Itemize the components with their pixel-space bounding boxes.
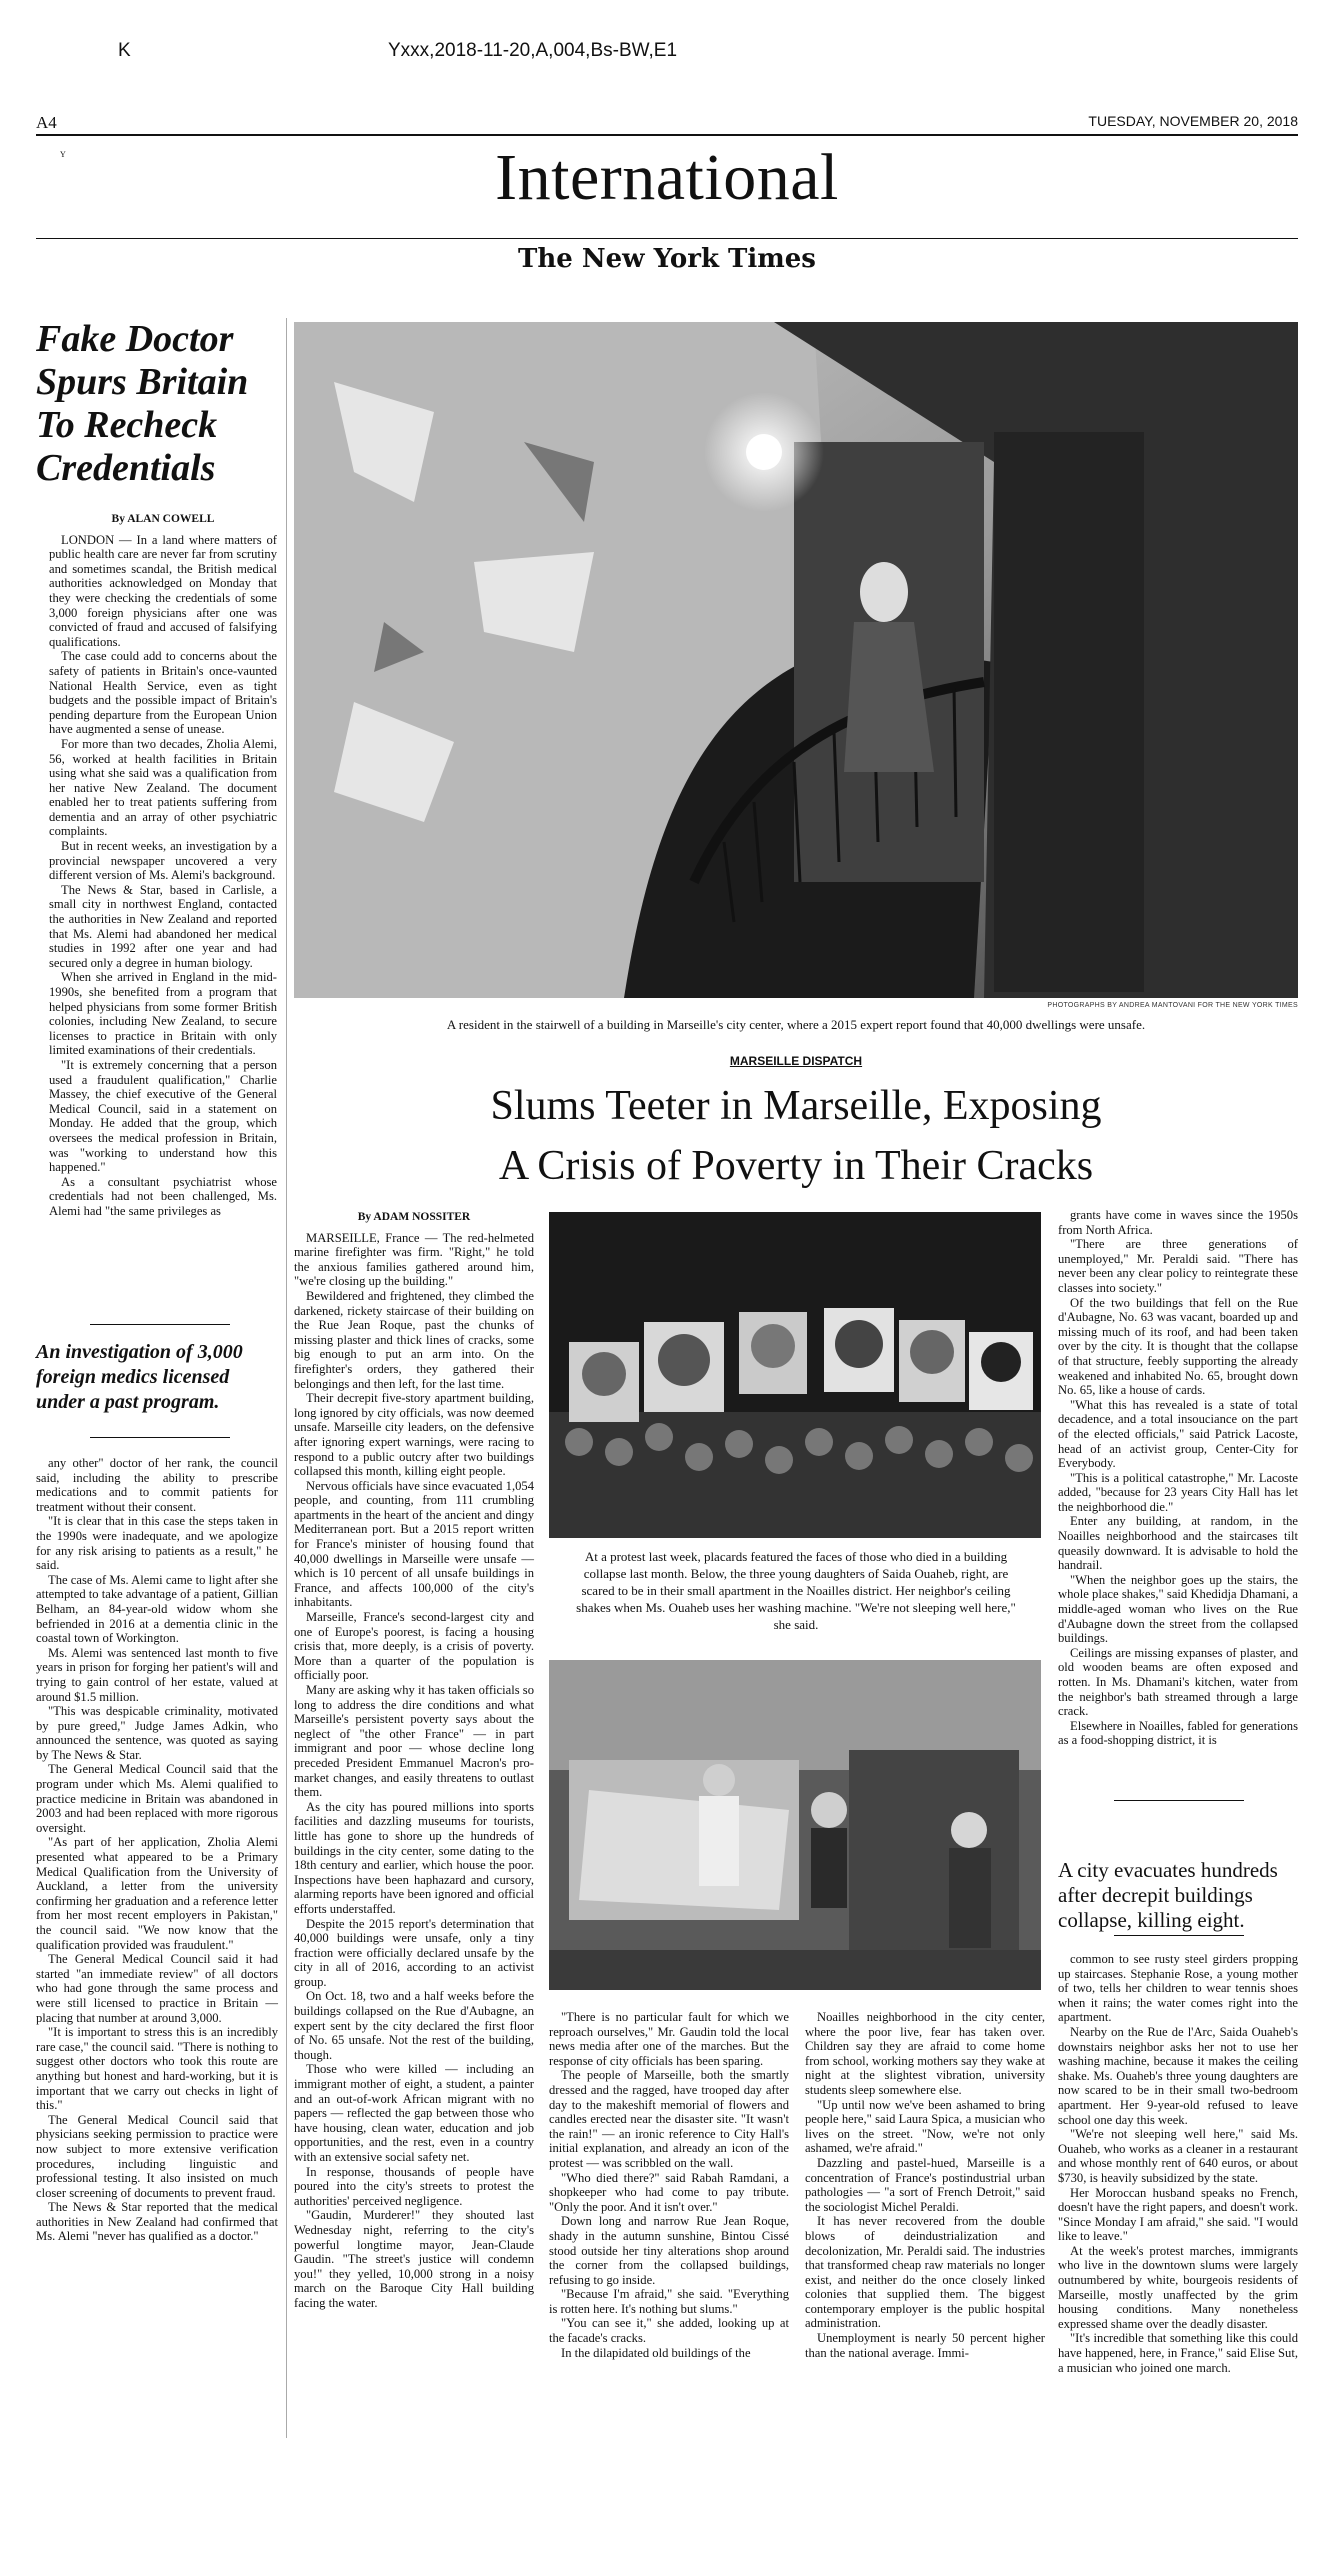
paragraph: "There is no particular fault for which we reproach ourselves," Mr. Gaudin told the local news media after one of the marches. But the response of city officials has been sparing. <box>549 2010 789 2068</box>
photo-credit: PHOTOGRAPHS BY ANDREA MANTOVANI FOR THE NEW YORK TIMES <box>1047 1002 1298 1009</box>
paragraph: For more than two decades, Zholia Alemi, 56, worked at health facilities in Britain using what she said was a qualification from her native New Zealand. The document enabled her to treat patients suffering from dementia and an array of other psychiatric complaints. <box>49 736 277 839</box>
paragraph: "There are three generations of unemployed," Mr. Peraldi said. "There has never been any clear policy to reintegrate these classes into society." <box>1058 1237 1298 1295</box>
top-rule <box>36 134 1298 136</box>
pullquote2-rule-top <box>1114 1800 1244 1801</box>
paragraph: As the city has poured millions into sports facilities and dazzling museums for tourists, little has gone to shore up the hundreds of buildings in the city center, some dating to the 18th century and earlier, which house the poor. Inspections have been haphazard and cursory, alarming reports have been ignored and official efforts understaffed. <box>294 1799 534 1916</box>
paragraph: "Gaudin, Murderer!" they shouted last Wednesday night, referring to the city's powerful longtime mayor, Jean-Claude Gaudin. "The street's justice will condemn you!" they yelled, 10,000 strong in a noisy march on the Baroque City Hall building facing the water. <box>294 2208 534 2310</box>
protest-photo <box>549 1212 1041 1538</box>
paragraph: The News & Star, based in Carlisle, a small city in northwest England, contacted the authorities in New Zealand and reported that Ms. Alemi had abandoned her medical studies in 1992 after one year and had secured only a degree in human biology. <box>49 882 277 970</box>
left-byline: By ALAN COWELL <box>111 513 215 525</box>
paragraph: Despite the 2015 report's determination that 40,000 buildings were unsafe, only a tiny fraction were officially declared unsafe by the city in all of 2016, according to an activist group. <box>294 1916 534 1989</box>
paragraph: Dazzling and pastel-hued, Marseille is a concentration of France's postindustrial urban pathologies — "a sort of French Detroit," said the sociologist Michel Peraldi. <box>805 2155 1045 2214</box>
nyt-logo: The New York Times <box>518 244 816 274</box>
slug-center: Yxxx,2018-11-20,A,004,Bs-BW,E1 <box>388 40 678 61</box>
paragraph: "It is important to stress this is an incredibly rare case," the council said. "There is nothing to suggest other doctors who took this route are anything but honest and hard-working, but it is important that we carry out checks in light of this." <box>36 2025 278 2113</box>
protest-caption: At a protest last week, placards featured the faces of those who died in a building collapse last month. Below, the three young daughters of Saida Ouaheb, right, are scared to be in their small apartment in the Noailles district. Her neighbor's ceiling shakes when Ms. Ouaheb uses her washing machine. "We're not sleeping well here," she said. <box>576 1549 1016 1632</box>
paragraph: As a consultant psychiatrist whose credentials had not been challenged, Ms. Alemi had "the same privileges as <box>49 1174 277 1218</box>
edition-mark: Y <box>60 150 66 159</box>
paragraph: The General Medical Council said that physicians seeking permission to practice were now subject to more extensive verification procedures, including linguistic and professional testing. It also insisted on much closer screening of documents to prevent fraud. <box>36 2112 278 2200</box>
paragraph: In the dilapidated old buildings of the <box>561 2345 751 2360</box>
section-title: International <box>495 141 839 214</box>
paragraph: The case of Ms. Alemi came to light after she attempted to take advantage of a patient, Gillian Belham, an 84-year-old widow whom she befriended in 2016 at a dementia clinic in the coastal town of Workington. <box>36 1572 278 1646</box>
main-column-2 <box>549 2010 789 2360</box>
main-pullquote: A city evacuates hundreds after decrepit buildings collapse, killing eight. <box>1058 1858 1278 1932</box>
paragraph: In response, thousands of people have poured into the city's streets to protest the authorities' perceived negligence. <box>294 2164 534 2208</box>
paragraph: The General Medical Council said that the program under which Ms. Alemi qualified to practice medicine in Britain was abandoned in 2003 and had been replaced with more rigorous oversight. <box>36 1762 278 1835</box>
paragraph: On Oct. 18, two and a half weeks before the buildings collapsed on the Rue d'Aubagne, an expert sent by the city declared the first floor of No. 65 unsafe. Not the rest of the building, though. <box>294 1989 534 2062</box>
main-column-1-text <box>294 1231 534 2311</box>
paragraph: Her Moroccan husband speaks no French, doesn't have the right papers, and doesn't work. "Since Monday I am afraid," she said. "I would like to leave." <box>1058 2185 1298 2244</box>
paragraph: Nearby on the Rue de l'Arc, Saida Ouaheb's downstairs neighbor asks her not to use her washing machine, because it makes the ceiling shake. Ms. Ouaheb's three young daughters are now scared to be in their small two-bedroom apartment. Her 9-year-old refused to leave school one day this week. <box>1058 2024 1298 2127</box>
left-paragraphs-a <box>49 533 277 1219</box>
paragraph: LONDON — In a land where matters of public health care are never far from scrutiny and sometimes scandal, the British medical authorities acknowledged on Monday that they were checking the credentials of some 3,000 foreign physicians after one was convicted of fraud and accused of falsifying qualifications. <box>49 532 277 649</box>
page-date: TUESDAY, NOVEMBER 20, 2018 <box>1088 113 1298 129</box>
paragraph: "When the neighbor goes up the stairs, the whole place shakes," said Khedidja Dhamani, a middle-aged woman who lives on the Rue d'Aubagne down the street from the collapsed buildings. <box>1058 1572 1298 1646</box>
paragraph: Of the two buildings that fell on the Rue d'Aubagne, No. 63 was vacant, boarded up and missing much of its roof, and had been taken over by the city. It is thought that the collapse of that structure, feebly supporting the already weakened and inhabited No. 65, brought down No. 65, like a house of cards. <box>1058 1295 1298 1398</box>
column-divider <box>286 318 287 2438</box>
left-pullquote: An investigation of 3,000 foreign medics licensed under a past program. <box>36 1341 243 1413</box>
paragraph: When she arrived in England in the mid-1990s, she benefited from a program that helped physicians from some former British colonies, including New Zealand, to secure licenses to practice in Britain with only limited examinations of their credentials. <box>49 970 277 1058</box>
stairwell-photo <box>294 322 1298 998</box>
paragraph: Those who were killed — including an immigrant mother of eight, a student, a painter and an out-of-work African migrant with no papers — reflected the gap between those who have housing, clean water, education and job opportunities, and the rest, even in a country with an extensive social safety net. <box>294 2062 534 2164</box>
main-byline: By ADAM NOSSITER <box>357 1211 471 1223</box>
paragraph: Noailles neighborhood in the city center, where the poor live, fear has taken over. Children say they are afraid to come home from school, working mothers say they wake at night at the slightest vibration, university students sleep somewhere else. <box>805 2010 1045 2097</box>
paragraph: Ms. Alemi was sentenced last month to five years in prison for forging her patient's will and trying to gain control of her estate, valued at around $1.5 million. <box>36 1645 278 1704</box>
paragraph: Enter any building, at random, in the Noailles neighborhood and the staircases tilt queasily downward. It is advisable to hold the handrail. <box>1058 1514 1298 1573</box>
paragraph: "This was despicable criminality, motivated by pure greed," Judge James Adkin, who announced the sentence, was quoted as saying by The News & Star. <box>36 1704 278 1762</box>
main-column-1 <box>294 1206 534 2311</box>
paragraph: The News & Star reported that the medical authorities in New Zealand had confirmed that Ms. Alemi "never has qualified as a doctor." <box>36 2200 278 2244</box>
paragraph: But in recent weeks, an investigation by a provincial newspaper uncovered a very different version of Ms. Alemi's background. <box>49 839 277 883</box>
main-headline-line-2: A Crisis of Poverty in Their Cracks <box>498 1143 1094 1189</box>
paragraph: Their decrepit five-story apartment building, long ignored by city officials, was now deemed unsafe. Marseille city leaders, on the defensive after ignoring expert warnings, were racing to respond to a public outcry after two buildings collapsed this month, killing eight people. <box>294 1391 534 1479</box>
paragraph: "We're not sleeping well here," said Ms. Ouaheb, who works as a cleaner in a restaurant and whose monthly rent of 640 euros, or about $730, is heavily subsidized by the state. <box>1058 2127 1298 2185</box>
main-column-4-bottom <box>1058 1952 1298 2375</box>
paragraph: any other" doctor of her rank, the council said, including the ability to prescribe medications and to commit patients for treatment without their consent. <box>36 1456 278 1514</box>
paragraph: Marseille, France's second-largest city and one of Europe's poorest, is facing a housing crisis that, more deeply, is a crisis of poverty. More than a quarter of the population is officially poor. <box>294 1610 534 1683</box>
paragraph: "This is a political catastrophe," Mr. Lacoste added, "because for 23 years City Hall has let the neighborhood die." <box>1058 1470 1298 1514</box>
paragraph: "Who died there?" said Rabah Ramdani, a shopkeeper who had come to pay tribute. "Only the poor. And it isn't over." <box>549 2170 789 2214</box>
masthead-rule <box>36 238 1298 239</box>
paragraph: "It's incredible that something like this could have happened, here, in France," said Elise Sut, a musician who joined one march. <box>1058 2331 1298 2375</box>
daughters-photo <box>549 1660 1041 1990</box>
paragraph: Down long and narrow Rue Jean Roque, shady in the autumn sunshine, Bintou Cissé stood outside her tiny alterations shop around the corner from the collapsed buildings, refusing to go inside. <box>549 2214 789 2287</box>
paragraph: The people of Marseille, both the smartly dressed and the ragged, have trooped day after day to the makeshift memorial of flowers and candles erected near the disaster site. "It wasn't the rain!" — an ironic reference to City Hall's initial explanation, and already an icon of the protest — was scribbled on the wall. <box>549 2068 789 2170</box>
dispatch-label: MARSEILLE DISPATCH <box>729 1054 863 1068</box>
paragraph: Elsewhere in Noailles, fabled for generations as a food-shopping district, it is <box>1058 1718 1298 1748</box>
paragraph: "Because I'm afraid," she said. "Everything is rotten here. It's nothing but slums." <box>549 2287 789 2316</box>
paragraph: At the week's protest marches, immigrants who live in the downtown slums were largely outnumbered by white, bourgeois residents of Marseille, mostly unaffected by the grim housing conditions. Many nonetheless expressed shame over the deadly disaster. <box>1058 2243 1298 2331</box>
left-headline: Fake Doctor Spurs Britain To Recheck Credentials <box>36 318 249 489</box>
paragraph: "What this has revealed is a state of total decadence, and a total insouciance on the part of the elected officials," said Patrick Lacoste, head of an activist group, Center-City for Everybody. <box>1058 1397 1298 1471</box>
paragraph: Ceilings are missing expanses of plaster, and old wooden beams are often exposed and rotten. In Ms. Dhamani's kitchen, water from the neighbor's bath streamed through a large crack. <box>1058 1645 1298 1719</box>
paragraph: Unemployment is nearly 50 percent higher than the national average. Immi- <box>805 2331 1045 2360</box>
paragraph: "As part of her application, Zholia Alemi presented what appeared to be a Primary Medical Qualification from the University of Auckland, a letter from the university confirming her graduation and a reference letter from her most recent employers in Pakistan," the council said. "We now know that the qualification provided was fraudulent." <box>36 1835 278 1952</box>
paragraph: "You can see it," she added, looking up at the facade's cracks. <box>549 2316 789 2346</box>
paragraph: Many are asking why it has taken officials so long to address the dire conditions and what Marseille's persistent poverty says about the neglect of "the other France" — in part immigrant and poor — whose decline long preceded President Emmanuel Macron's pro-market changes, and easily threatens to outlast them. <box>294 1683 534 1800</box>
photo-caption: A resident in the stairwell of a building in Marseille's city center, where a 2015 expert report found that 40,000 dwellings were unsafe. <box>446 1017 1146 1032</box>
paragraph: It has never recovered from the double blows of deindustrialization and decolonization, Mr. Peraldi said. The industries that transformed cheap raw materials no longer exist, and neither do the once closely linked colonies that supplied them. The biggest contemporary employer is the public hospital administration. <box>805 2214 1045 2331</box>
protest-illustration <box>549 1212 1041 1538</box>
pullquote-rule-top <box>90 1324 230 1325</box>
paragraph: The General Medical Council said it had started "an immediate review" of all doctors who had gone through the same process and were still licensed to practice in Britain — placing that number at around 3,000. <box>36 1952 278 2025</box>
main-headline-line-1: Slums Teeter in Marseille, Exposing <box>490 1083 1102 1129</box>
apartment-illustration <box>549 1660 1041 1990</box>
paragraph: MARSEILLE, France — The red-helmeted marine firefighter was firm. "Right," he told the anxious families gathered around him, "we're closing up the building." <box>294 1230 534 1289</box>
paragraph: The case could add to concerns about the safety of patients in Britain's once-vaunted National Health Service, even as tight budgets and the possible impact of Britain's pending departure from the European Union have augmented a sense of unease. <box>49 649 277 737</box>
pullquote-rule-bottom <box>90 1437 230 1438</box>
page-number: A4 <box>36 113 57 132</box>
left-column-a <box>49 508 277 1219</box>
paragraph: "It is clear that in this case the steps taken in the 1990s were inadequate, and we apologize for any risk arising to patients as a result," he said. <box>36 1514 278 1573</box>
left-column-b <box>36 1456 278 2244</box>
paragraph: Bewildered and frightened, they climbed the darkened, rickety staircase of their building on the Rue Jean Roque, past the chunks of missing plaster and thick lines of cracks, some big enough to put an arm into. On the firefighter's orders, they gathered their belongings and then left, for the last time. <box>294 1288 534 1391</box>
paragraph: Nervous officials have since evacuated 1,054 people, and counting, from 111 crumbling apartments in the heart of the ancient and dingy Mediterranean port. But a 2015 report written for France's minister of housing found that 40,000 dwellings in Marseille were unsafe — which is 10 percent of all unsafe buildings in France, and affects 100,000 of the city's inhabitants. <box>294 1478 534 1610</box>
paragraph: grants have come in waves since the 1950s from North Africa. <box>1058 1208 1298 1237</box>
main-column-3 <box>805 2010 1045 2360</box>
stairwell-illustration <box>294 322 1298 998</box>
pullquote2-rule-bottom <box>1114 1935 1244 1936</box>
slug-left: K <box>118 40 131 61</box>
paragraph: "It is extremely concerning that a person used a fraudulent qualification," Charlie Massey, the chief executive of the General Medical Council, said in a statement on Monday. He added that the group, which oversees the medical profession in Britain, was "working to understand how this happened." <box>49 1057 277 1175</box>
paragraph: "Up until now we've been ashamed to bring people here," said Laura Spica, a musician who lives on the street. "Now, we're not only ashamed, we're afraid." <box>805 2097 1045 2156</box>
paragraph: common to see rusty steel girders propping up staircases. Stephanie Rose, a young mother of two, tells her children to wear tennis shoes when it rains; the water comes right into the apartment. <box>1058 1952 1298 2025</box>
main-column-4-top <box>1058 1208 1298 1748</box>
